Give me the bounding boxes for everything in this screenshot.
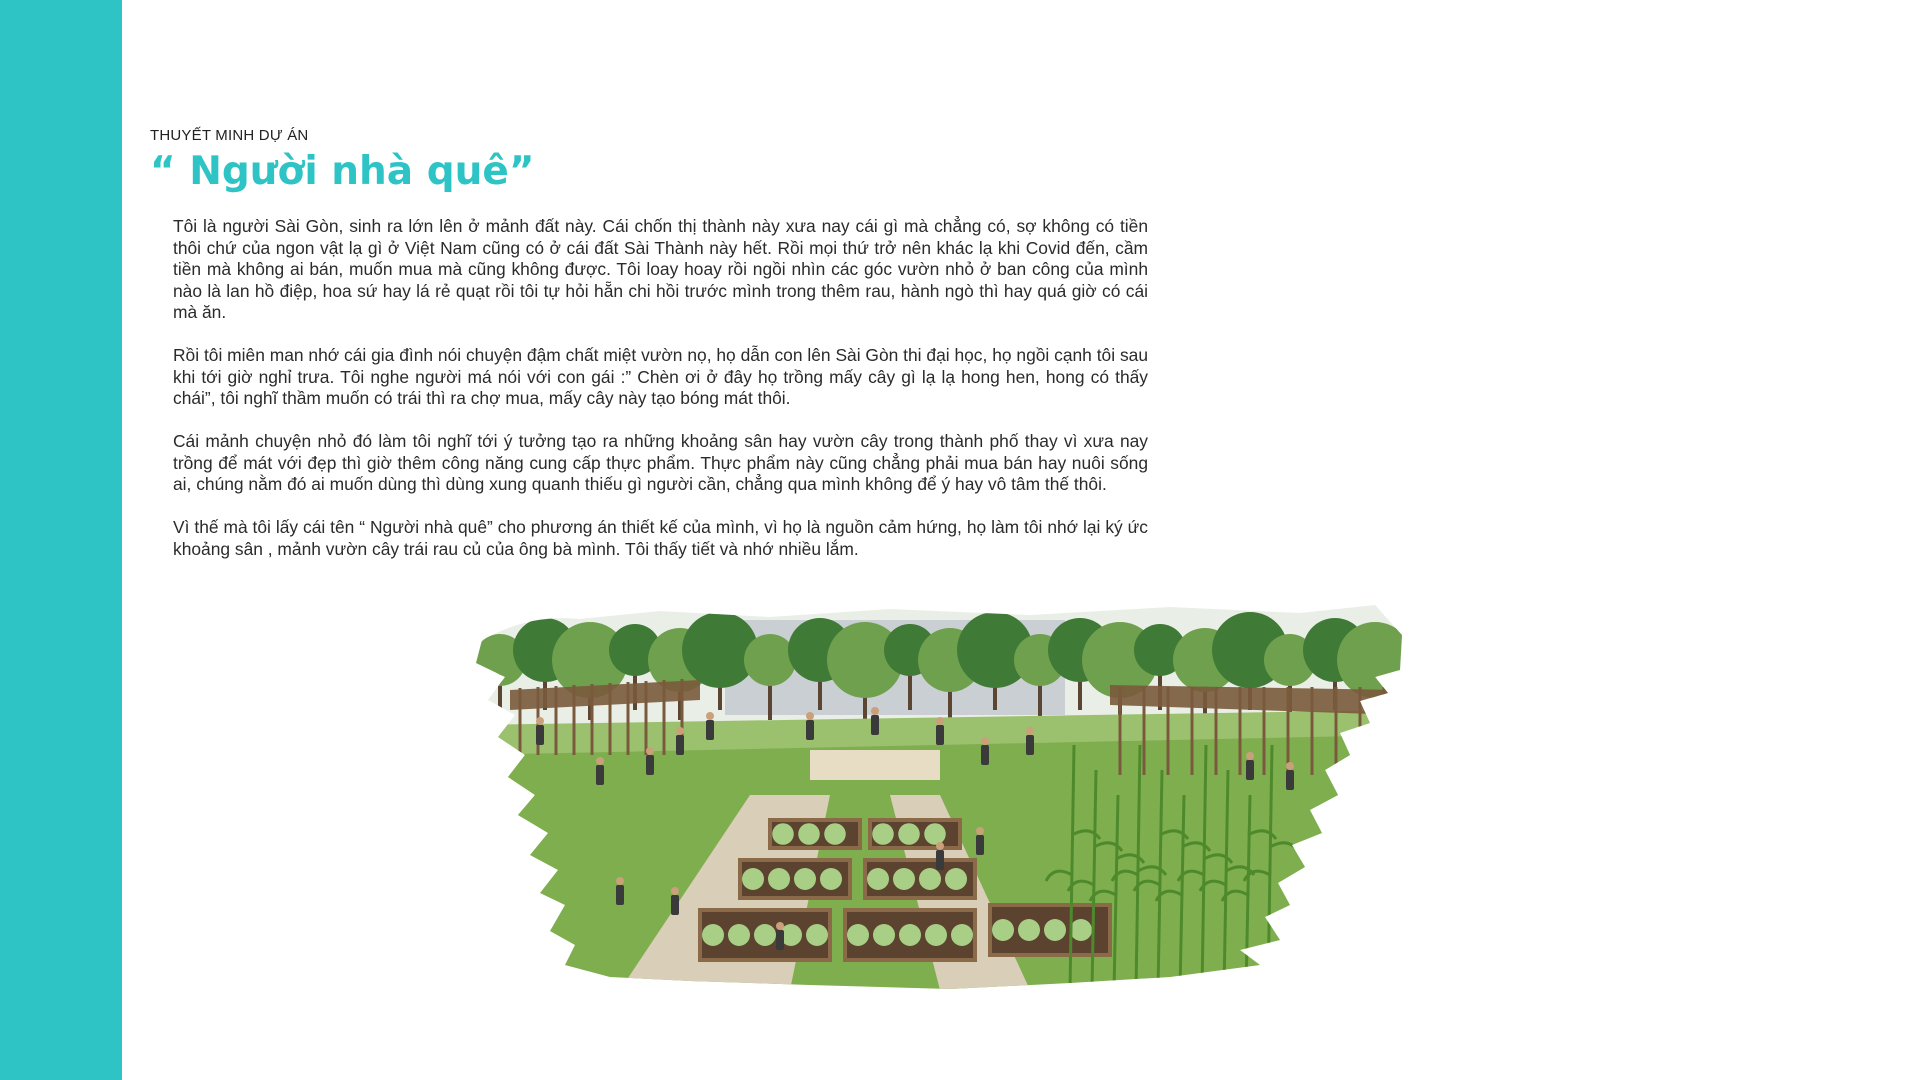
person-body — [596, 765, 604, 785]
cabbage-plant — [798, 823, 820, 845]
cabbage-plant — [728, 924, 750, 946]
cabbage-plant — [1018, 919, 1040, 941]
paragraph-1: Tôi là người Sài Gòn, sinh ra lớn lên ở mảnh đất này. Cái chốn thị thành này xưa nay cái gì mà chẳng có, sợ không có tiền thôi chứ của ngon vật lạ gì ở Việt Nam cũng có ở cái đất Sài Thành này hết. Rồi mọi thứ trở nên khác lạ khi Covid đến, cầm tiền mà không ai bán, muốn mua mà cũng không được. Tôi loay hoay rồi ngồi nhìn các góc vườn nhỏ ở ban công của mình nào là lan hồ điệp, hoa sứ hay lá rẻ quạt rồi tôi tự hỏi hẵn chi hồi trước mình trong thêm rau, hành ngò thì hay quá giờ có cái mà ăn. — [173, 216, 1148, 322]
person-body — [646, 755, 654, 775]
cabbage-plant — [742, 868, 764, 890]
section-kicker: THUYẾT MINH DỰ ÁN — [150, 127, 309, 144]
person-body — [806, 720, 814, 740]
cabbage-plant — [820, 868, 842, 890]
cabbage-plant — [893, 868, 915, 890]
accent-side-bar — [0, 0, 122, 1080]
person-head — [1246, 752, 1254, 760]
page-title: “ Người nhà quê” — [150, 149, 535, 194]
paragraph-3: Cái mảnh chuyện nhỏ đó làm tôi nghĩ tới ý tưởng tạo ra những khoảng sân hay vườn cây trong thành phố thay vì xưa nay trồng để mát với đẹp thì giờ thêm công năng cung cấp thực phẩm. Thực phẩm này cũng chẳng phải mua bán hay nuôi sống ai, chúng nằm đó ai muốn dùng thì dùng xung quanh thiếu gì người cần, chẳng qua mình không để ý hay vô tâm thế thôi. — [173, 431, 1148, 494]
person-body — [706, 720, 714, 740]
cabbage-plant — [824, 823, 846, 845]
person-body — [616, 885, 624, 905]
person-head — [536, 717, 544, 725]
cabbage-plant — [794, 868, 816, 890]
person-body — [1026, 735, 1034, 755]
person-body — [936, 850, 944, 870]
person-body — [671, 895, 679, 915]
person-head — [936, 717, 944, 725]
cabbage-plant — [867, 868, 889, 890]
cabbage-plant — [847, 924, 869, 946]
person-body — [676, 735, 684, 755]
person-body — [1246, 760, 1254, 780]
cabbage-plant — [945, 868, 967, 890]
person-head — [936, 842, 944, 850]
person-body — [776, 930, 784, 950]
cabbage-plant — [925, 924, 947, 946]
cabbage-plant — [1070, 919, 1092, 941]
tree-canopy — [744, 634, 796, 686]
cabbage-plant — [951, 924, 973, 946]
paragraph-2: Rồi tôi miên man nhớ cái gia đình nói chuyện đậm chất miệt vườn nọ, họ dẫn con lên Sài Gòn thi đại học, họ ngồi cạnh tôi sau khi tới giờ nghỉ trưa. Tôi nghe người má nói với con gái :” Chèn ơi ở đây họ trồng mấy cây gì lạ lạ hong hen, hong có thấy chái”, tôi nghĩ thầm muốn có trái thì ra chợ mua, mấy cây này tạo bóng mát thôi. — [173, 345, 1148, 408]
cabbage-plant — [992, 919, 1014, 941]
paragraph-4: Vì thế mà tôi lấy cái tên “ Người nhà quê” cho phương án thiết kế của mình, vì họ là nguồn cảm hứng, họ làm tôi nhớ lại ký ức khoảng sân , mảnh vườn cây trái rau củ của ông bà mình. Tôi thấy tiết và nhớ nhiều lắm. — [173, 517, 1148, 559]
person-head — [646, 747, 654, 755]
cabbage-plant — [1044, 919, 1066, 941]
person-body — [981, 745, 989, 765]
person-body — [976, 835, 984, 855]
cabbage-plant — [772, 823, 794, 845]
person-head — [976, 827, 984, 835]
body-text — [173, 216, 1148, 582]
person-head — [806, 712, 814, 720]
cabbage-plant — [924, 823, 946, 845]
cabbage-plant — [872, 823, 894, 845]
garden-rendering-svg — [470, 605, 1405, 990]
cabbage-plant — [806, 924, 828, 946]
cabbage-plant — [768, 868, 790, 890]
person-head — [676, 727, 684, 735]
person-head — [871, 707, 879, 715]
cabbage-plant — [899, 924, 921, 946]
picnic-area — [810, 750, 940, 780]
cabbage-plant — [754, 924, 776, 946]
person-head — [1026, 727, 1034, 735]
person-head — [981, 737, 989, 745]
person-body — [536, 725, 544, 745]
cabbage-plant — [702, 924, 724, 946]
person-head — [671, 887, 679, 895]
cabbage-plant — [873, 924, 895, 946]
garden-rendering-image — [470, 605, 1405, 990]
person-head — [706, 712, 714, 720]
cabbage-plant — [898, 823, 920, 845]
person-body — [936, 725, 944, 745]
person-body — [871, 715, 879, 735]
person-head — [1286, 762, 1294, 770]
person-head — [776, 922, 784, 930]
person-body — [1286, 770, 1294, 790]
person-head — [616, 877, 624, 885]
cabbage-plant — [919, 868, 941, 890]
person-head — [596, 757, 604, 765]
